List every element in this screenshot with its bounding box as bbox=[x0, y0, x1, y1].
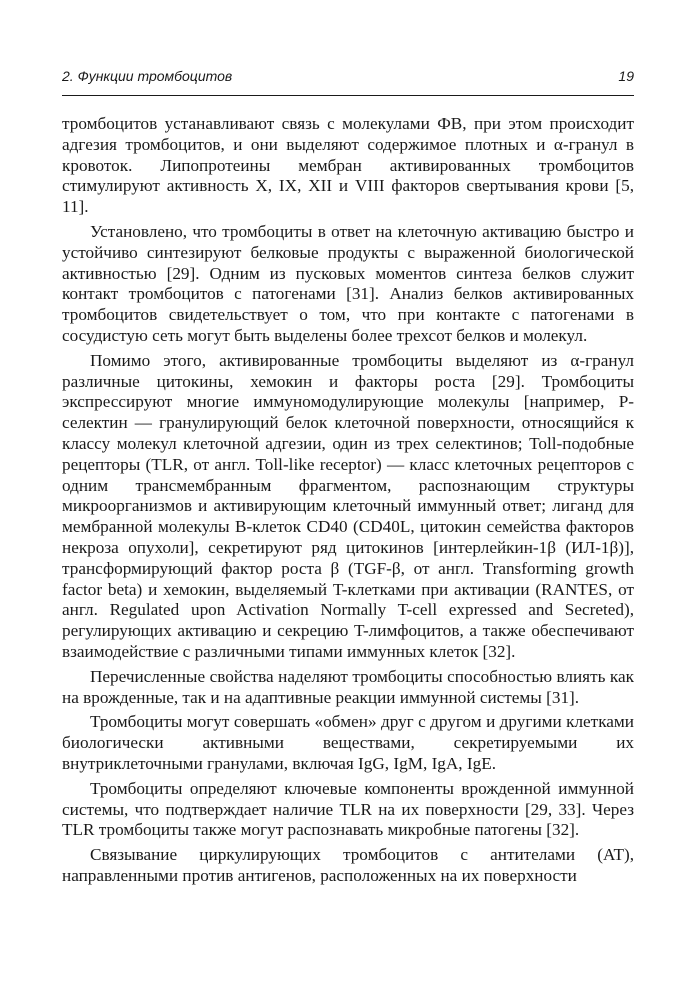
paragraph: Установлено, что тромбоциты в ответ на клеточную активацию быстро и устойчиво синтезируют белковые продукты с выраженной биологической активностью [29]. Одним из пусковых моментов синтеза белков служит контакт тромбоцитов с патогенами [31]. Анализ белков активированных тромбоцитов свидетельствует о том, что при контакте с патогенами в сосудистую сеть могут быть выделены более трехсот белков и молекул. bbox=[62, 221, 634, 345]
paragraph: Тромбоциты определяют ключевые компоненты врожденной иммунной системы, что подтверждает наличие TLR на их поверхности [29, 33]. Через TLR тромбоциты также могут распознавать микробные патогены [32]. bbox=[62, 778, 634, 840]
running-header bbox=[62, 62, 634, 90]
paragraph-continuation: тромбоцитов устанавливают связь с молекулами ФВ, при этом происходит адгезия тромбоцитов, и они выделяют содержимое плотных и α-гранул в кровоток. Липопротеины мембран активированных тромбоцитов стимулируют активность X, IX, XII и VIII факторов свертывания крови [5, 11]. bbox=[62, 114, 634, 217]
paragraph: Перечисленные свойства наделяют тромбоциты способностью влиять как на врожденные, так и на адаптивные реакции иммунной системы [31]. bbox=[62, 666, 634, 707]
paragraph: Связывание циркулирующих тромбоцитов с антителами (AT), направленными против антигенов, расположенных на их поверхности bbox=[62, 845, 634, 885]
header-rule bbox=[62, 95, 634, 96]
paragraph: Помимо этого, активированные тромбоциты выделяют из α-гранул различные цитокины, хемокин и факторы роста [29]. Тромбоциты экспрессируют многие иммуномодулирующие молекулы [например, P-селектин — гранулирующий белок клеточной поверхности, относящийся к классу молекул клеточной адгезии, один из трех селектинов; Toll-подобные рецепторы (TLR, от англ. Toll-like receptor) — класс клеточных рецепторов с одним трансмембранным фрагментом, распознающим структуры микроорганизмов и активирующим клеточный иммунный ответ; лиганд для мембранной молекулы B-клеток CD40 (CD40L, цитокин семейства факторов некроза опухоли], секретируют ряд цитокинов [интерлейкин-1β (ИЛ-1β)], трансформирующий фактор роста β (TGF-β, от англ. Transforming growth factor beta) и хемокин, выделяемый T-клетками при активации (RANTES, от англ. Regulated upon Activation Normally T-cell expressed and Secreted), регулирующих активацию и секрецию T-лимфоцитов, а также обеспечивают взаимодействие с различными типами иммунных клеток [32]. bbox=[62, 350, 634, 661]
body-text bbox=[62, 114, 634, 887]
paragraph: Тромбоциты могут совершать «обмен» друг с другом и другими клетками биологически активными веществами, секретируемыми их внутриклеточными гранулами, включая IgG, IgM, IgA, IgE. bbox=[62, 712, 634, 773]
page-number: 19 bbox=[618, 68, 634, 84]
chapter-title: 2. Функции тромбоцитов bbox=[62, 68, 233, 84]
